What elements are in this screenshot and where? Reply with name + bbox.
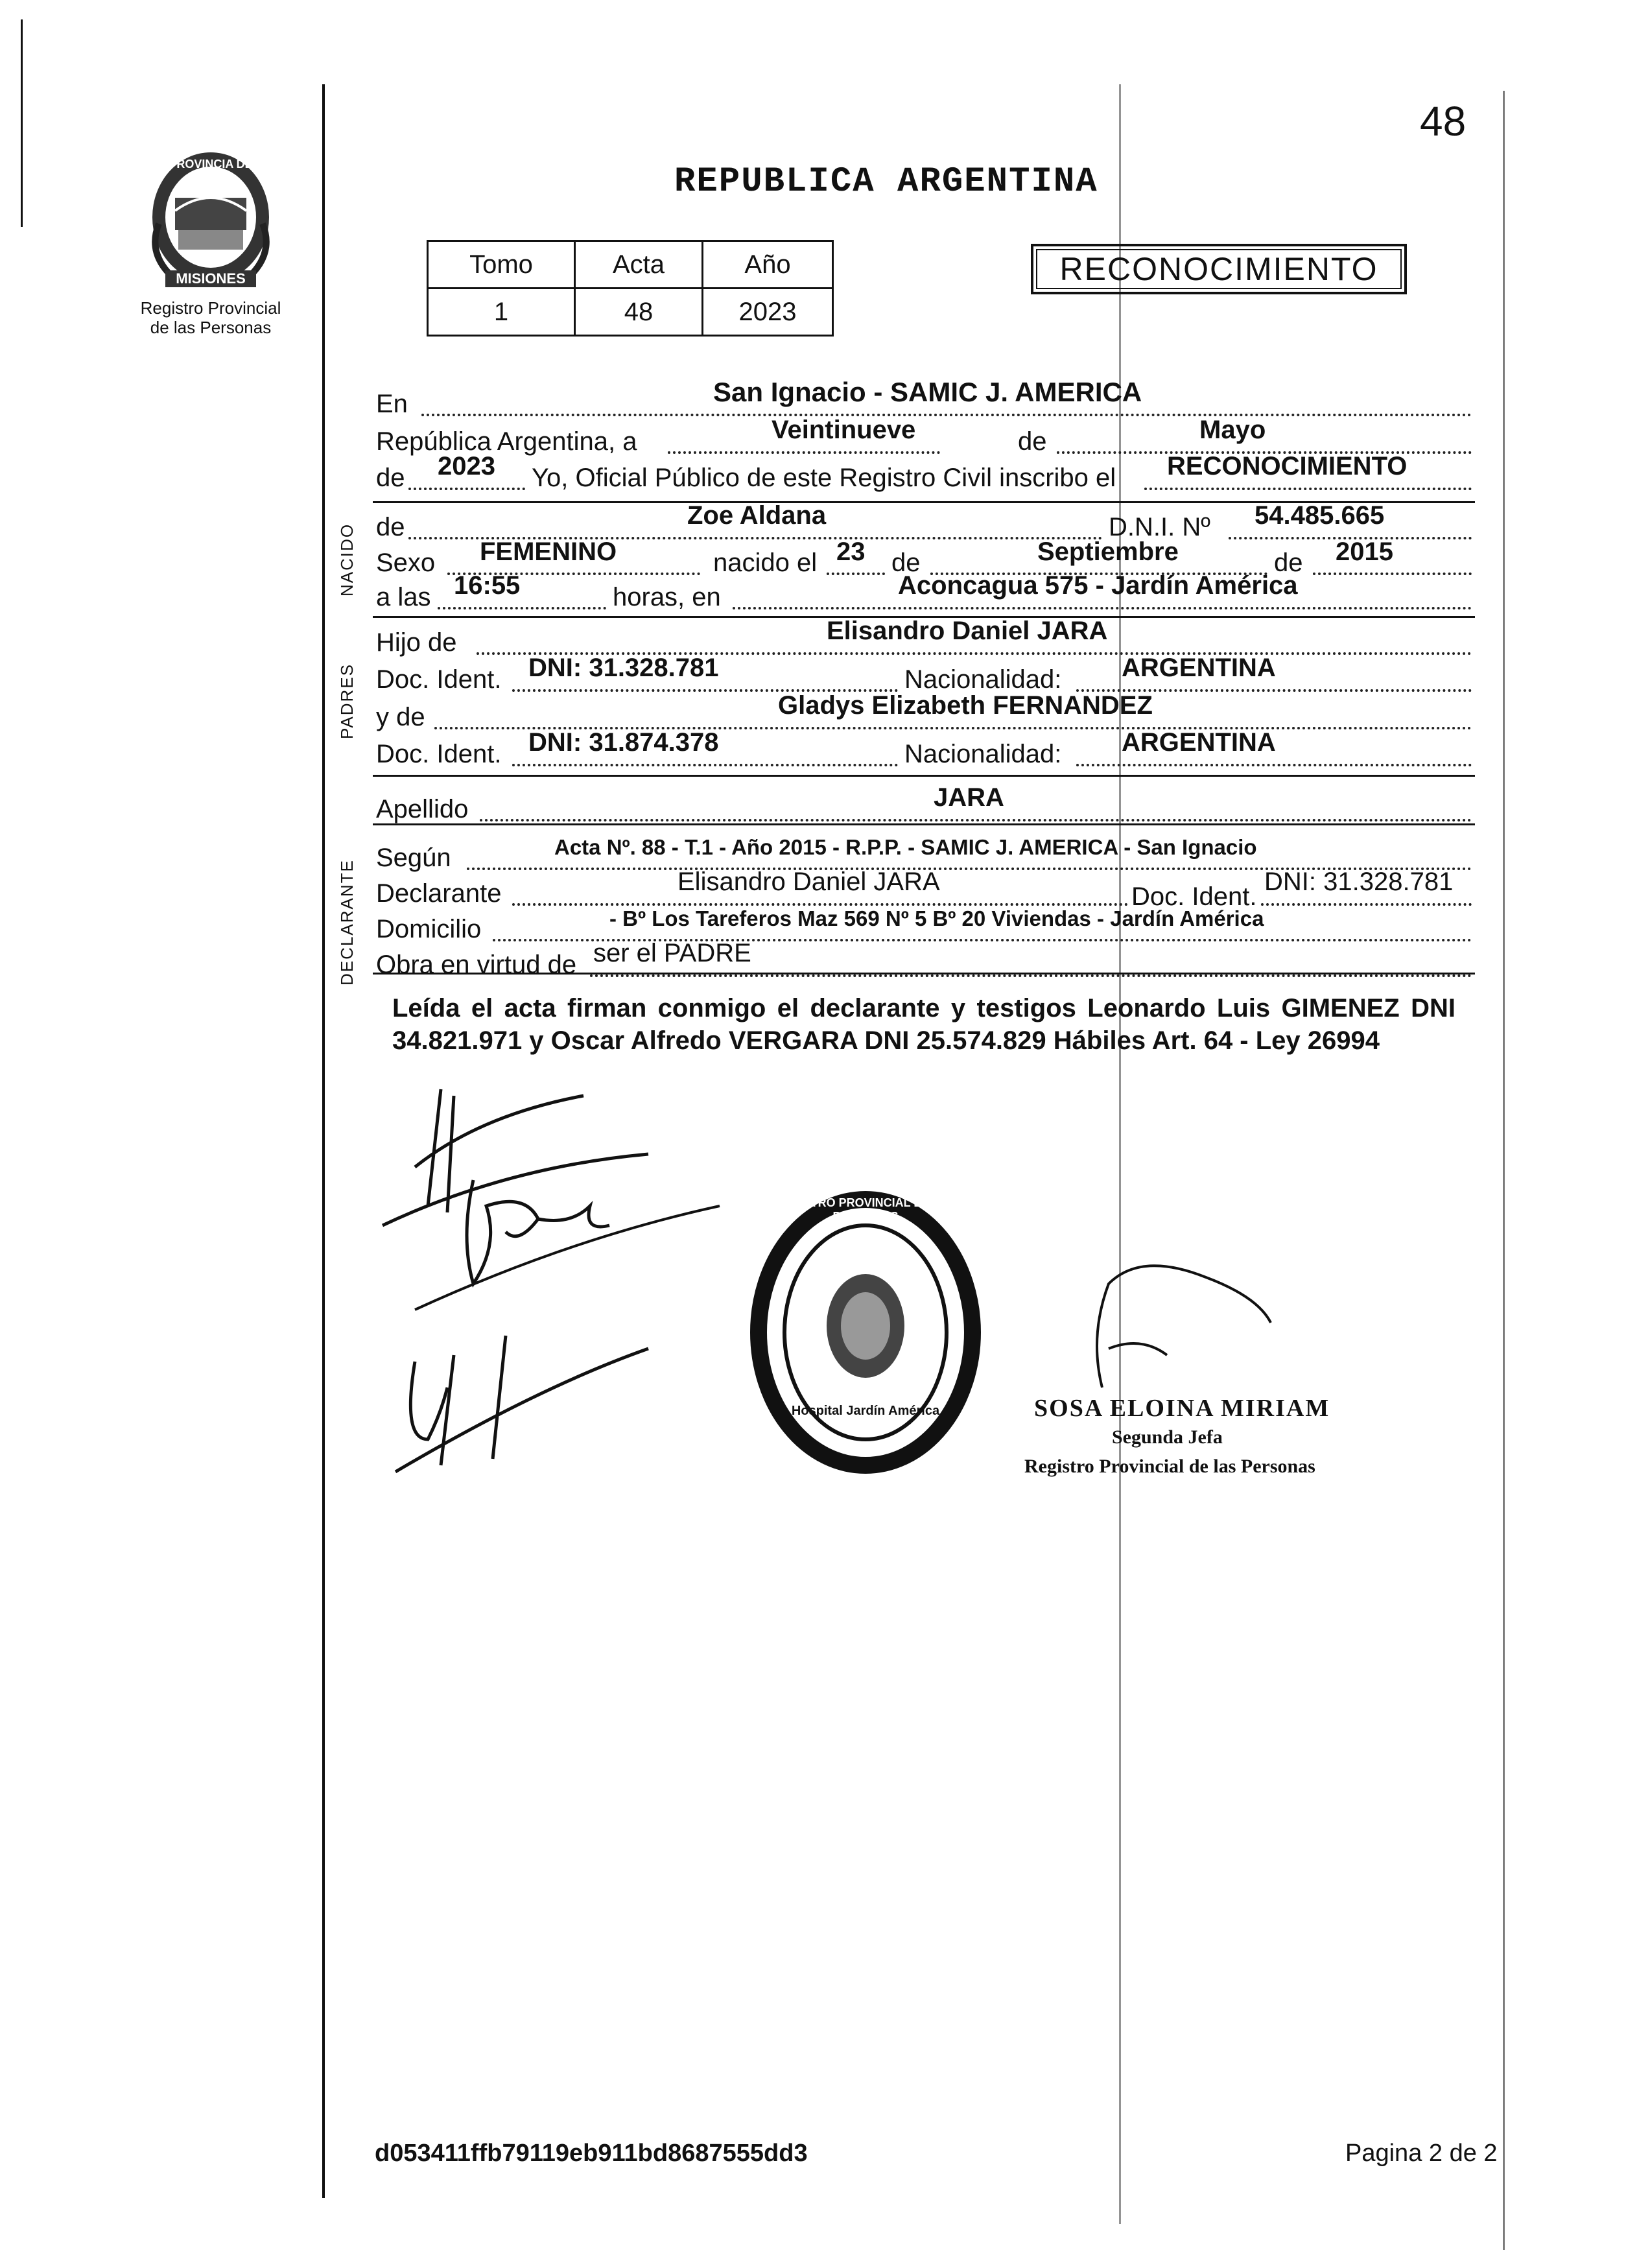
value-lugar-nac: Aconcagua 575 - Jardín América bbox=[898, 571, 1298, 600]
value-apellido: JARA bbox=[934, 783, 1004, 812]
value-madre: Gladys Elizabeth FERNANDEZ bbox=[778, 691, 1153, 720]
side-label-padres: PADRES bbox=[337, 663, 357, 739]
acta-table bbox=[427, 240, 834, 337]
seal-text-top: PROVINCIA DE bbox=[169, 158, 253, 171]
label-doc-ident-3: Doc. Ident. bbox=[1131, 882, 1257, 911]
value-domicilio: - Bº Los Tareferos Maz 569 Nº 5 Bº 20 Viviendas - Jardín América bbox=[609, 906, 1264, 930]
label-en: En bbox=[376, 390, 408, 418]
label-sexo: Sexo bbox=[376, 549, 436, 577]
value-padre: Elisandro Daniel JARA bbox=[827, 617, 1108, 645]
label-de: de bbox=[1018, 427, 1047, 456]
label-de-anio: de bbox=[1274, 549, 1303, 577]
official-name: SOSA ELOINA MIRIAM bbox=[1034, 1395, 1330, 1422]
value-sexo: FEMENINO bbox=[480, 537, 617, 566]
witness-signatures bbox=[376, 1076, 739, 1491]
label-domicilio: Domicilio bbox=[376, 915, 482, 943]
header-anio: Año bbox=[703, 241, 833, 289]
dots-madre-doc bbox=[512, 764, 898, 766]
value-hora: 16:55 bbox=[454, 571, 521, 600]
dots-virtud bbox=[590, 975, 1472, 977]
seal-text-bottom: MISIONES bbox=[165, 270, 256, 287]
value-declarante: Elisandro Daniel JARA bbox=[678, 868, 940, 896]
left-margin-line bbox=[322, 84, 325, 2198]
label-doc-ident-1: Doc. Ident. bbox=[376, 665, 502, 694]
side-label-nacido: NACIDO bbox=[337, 523, 357, 597]
page-number: 48 bbox=[1420, 98, 1467, 145]
dots-dia bbox=[668, 451, 940, 454]
official-title: Segunda Jefa bbox=[1112, 1426, 1223, 1448]
label-de-nacido: de bbox=[376, 513, 405, 541]
dots-nac-dia bbox=[827, 573, 885, 575]
header-acta: Acta bbox=[575, 241, 703, 289]
value-segun: Acta Nº. 88 - T.1 - Año 2015 - R.P.P. - SAMIC J. AMERICA - San Ignacio bbox=[554, 835, 1257, 859]
value-dni: 54.485.665 bbox=[1255, 501, 1385, 530]
stamp-ring-text: REGISTRO PROVINCIAL DE LAS PERSONAS bbox=[774, 1196, 957, 1223]
document-type-box bbox=[1031, 244, 1407, 294]
label-segun: Según bbox=[376, 844, 451, 872]
provincial-seal bbox=[139, 146, 282, 295]
header-tomo: Tomo bbox=[428, 241, 575, 289]
label-de-mes: de bbox=[891, 549, 921, 577]
label-de-2: de bbox=[376, 464, 405, 492]
dots-apellido bbox=[480, 819, 1472, 821]
country-title: REPUBLICA ARGENTINA bbox=[674, 162, 1098, 202]
value-mes: Mayo bbox=[1199, 416, 1266, 444]
document-type: RECONOCIMIENTO bbox=[1059, 251, 1378, 287]
label-nacionalidad-1: Nacionalidad: bbox=[904, 665, 1062, 694]
dots-nac-anio bbox=[1313, 573, 1472, 575]
value-nac-dia: 23 bbox=[836, 537, 866, 566]
label-a-las: a las bbox=[376, 583, 431, 611]
official-signature bbox=[1011, 1258, 1284, 1400]
value-tomo: 1 bbox=[428, 289, 575, 336]
dots-hora bbox=[438, 607, 606, 609]
official-stamp bbox=[749, 1190, 982, 1475]
dots-anio bbox=[408, 488, 525, 490]
dots-lugar-nac bbox=[733, 607, 1472, 609]
value-nac-mes: Septiembre bbox=[1037, 537, 1179, 566]
label-hijo-de: Hijo de bbox=[376, 628, 457, 657]
label-doc-ident-2: Doc. Ident. bbox=[376, 740, 502, 768]
document-hash: d053411ffb79119eb911bd8687555dd3 bbox=[375, 2140, 808, 2167]
label-nacionalidad-2: Nacionalidad: bbox=[904, 740, 1062, 768]
value-nombre: Zoe Aldana bbox=[687, 501, 827, 530]
label-yo-oficial: Yo, Oficial Público de este Registro Civil inscribo el bbox=[532, 464, 1116, 492]
label-dni: D.N.I. Nº bbox=[1109, 513, 1210, 541]
label-y-de: y de bbox=[376, 703, 425, 731]
official-office: Registro Provincial de las Personas bbox=[1024, 1456, 1315, 1477]
value-padre-doc: DNI: 31.328.781 bbox=[528, 654, 719, 682]
value-acta: 48 bbox=[575, 289, 703, 336]
registry-caption bbox=[110, 298, 311, 337]
label-apellido: Apellido bbox=[376, 795, 469, 823]
dots-inscribe bbox=[1144, 488, 1472, 490]
registry-line-2: de las Personas bbox=[150, 318, 272, 337]
dots-en bbox=[421, 414, 1472, 416]
label-obra-en-virtud: Obra en virtud de bbox=[376, 951, 577, 979]
registry-line-1: Registro Provincial bbox=[140, 298, 281, 318]
scan-edge-mark bbox=[21, 19, 23, 227]
label-declarante: Declarante bbox=[376, 879, 502, 908]
value-padre-nac: ARGENTINA bbox=[1122, 654, 1276, 682]
value-madre-nac: ARGENTINA bbox=[1122, 728, 1276, 757]
closing-text: Leída el acta firman conmigo el declarante y testigos Leonardo Luis GIMENEZ DNI 34.821.971 y Oscar Alfredo VERGARA DNI 25.574.829 Hábiles Art. 64 - Ley 26994 bbox=[392, 994, 1455, 1055]
label-nacido-el: nacido el bbox=[713, 549, 818, 577]
right-edge-line bbox=[1503, 91, 1505, 2250]
value-anio: 2023 bbox=[438, 452, 495, 480]
rule-4 bbox=[373, 823, 1475, 825]
value-virtud: ser el PADRE bbox=[593, 939, 751, 967]
page-indicator: Pagina 2 de 2 bbox=[1345, 2140, 1498, 2167]
value-madre-doc: DNI: 31.874.378 bbox=[528, 728, 719, 757]
rule-3 bbox=[373, 775, 1475, 777]
value-nac-anio: 2015 bbox=[1336, 537, 1393, 566]
stamp-inner-text: Hospital Jardín América bbox=[791, 1404, 940, 1418]
value-lugar: San Ignacio - SAMIC J. AMERICA bbox=[713, 377, 1142, 407]
label-horas-en: horas, en bbox=[613, 583, 721, 611]
value-dia: Veintinueve bbox=[772, 416, 916, 444]
dots-declarante-doc bbox=[1261, 903, 1472, 906]
side-label-declarante: DECLARANTE bbox=[337, 859, 357, 986]
value-declarante-doc: DNI: 31.328.781 bbox=[1264, 868, 1454, 896]
value-anio: 2023 bbox=[703, 289, 833, 336]
label-republica-a: República Argentina, a bbox=[376, 427, 637, 456]
value-inscribe: RECONOCIMIENTO bbox=[1167, 452, 1408, 480]
dots-madre-nac bbox=[1076, 764, 1472, 766]
